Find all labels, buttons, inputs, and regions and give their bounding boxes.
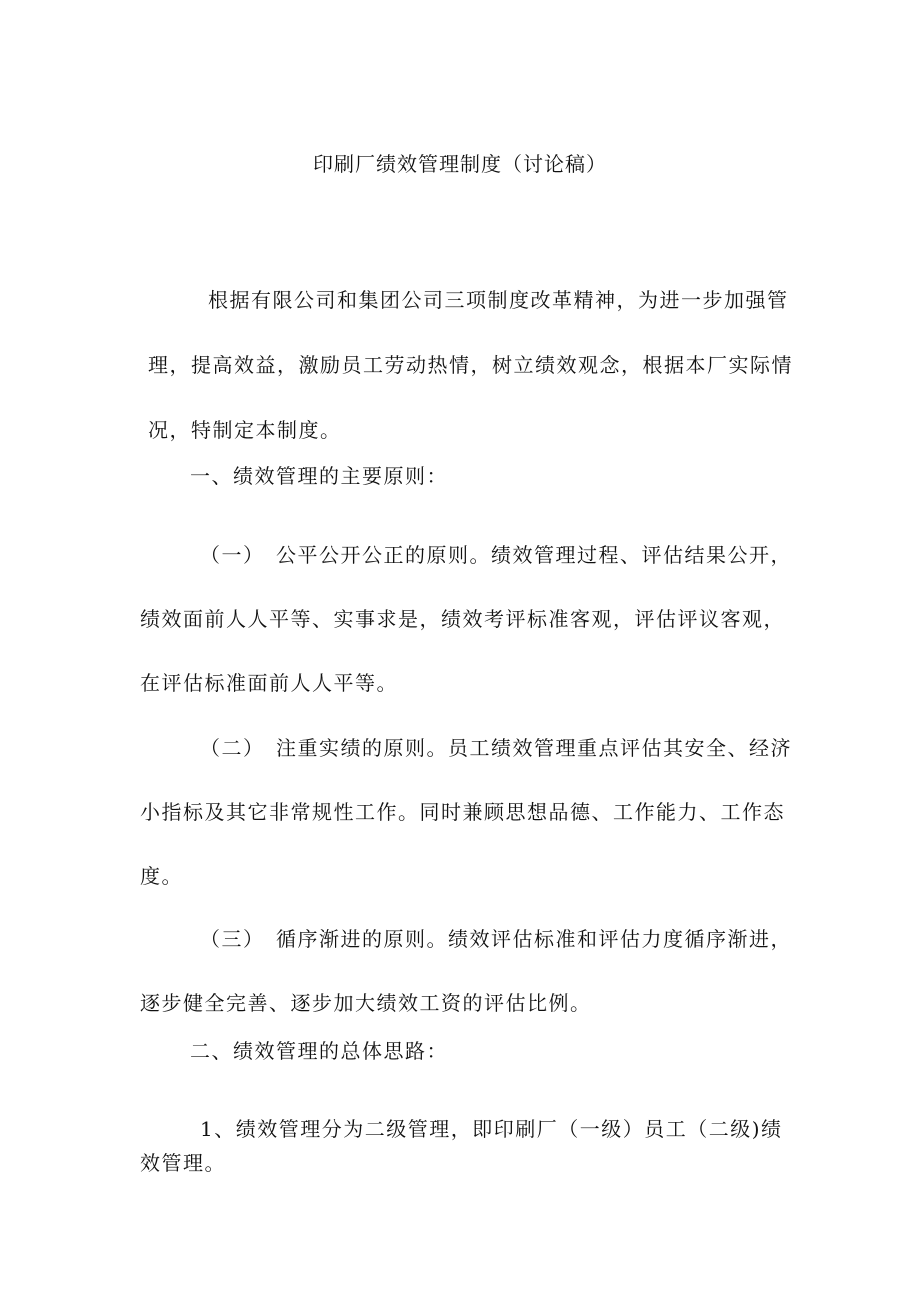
principle-item-fairness: （一） 公平公开公正的原则。绩效管理过程、评估结果公开，绩效面前人人平等、实事求是，绩效考评标准客观，评估评议客观，在评估标准面前人人平等。	[140, 543, 792, 695]
principle-item-gradual: （三） 循序渐进的原则。绩效评估标准和评估力度循序渐进，逐步健全完善、逐步加大绩效工资的评估比例。	[140, 927, 792, 1015]
principle-item-performance: （二） 注重实绩的原则。员工绩效管理重点评估其安全、经济小指标及其它非常规性工作。同时兼顾思想品德、工作能力、工作态度。	[140, 736, 792, 888]
approach-item-1: 1、绩效管理分为二级管理，即印刷厂（一级）员工（二级)绩效管理。	[140, 1117, 783, 1175]
document-title: 印刷厂绩效管理制度（讨论稿）	[313, 152, 607, 176]
intro-paragraph: 根据有限公司和集团公司三项制度改革精神，为进一步加强管理，提高效益，激励员工劳动热情，树立绩效观念，根据本厂实际情况，特制定本制度。	[148, 288, 793, 442]
section-heading-principles: 一、绩效管理的主要原则：	[190, 464, 448, 488]
section-heading-approach: 二、绩效管理的总体思路：	[190, 1039, 448, 1063]
